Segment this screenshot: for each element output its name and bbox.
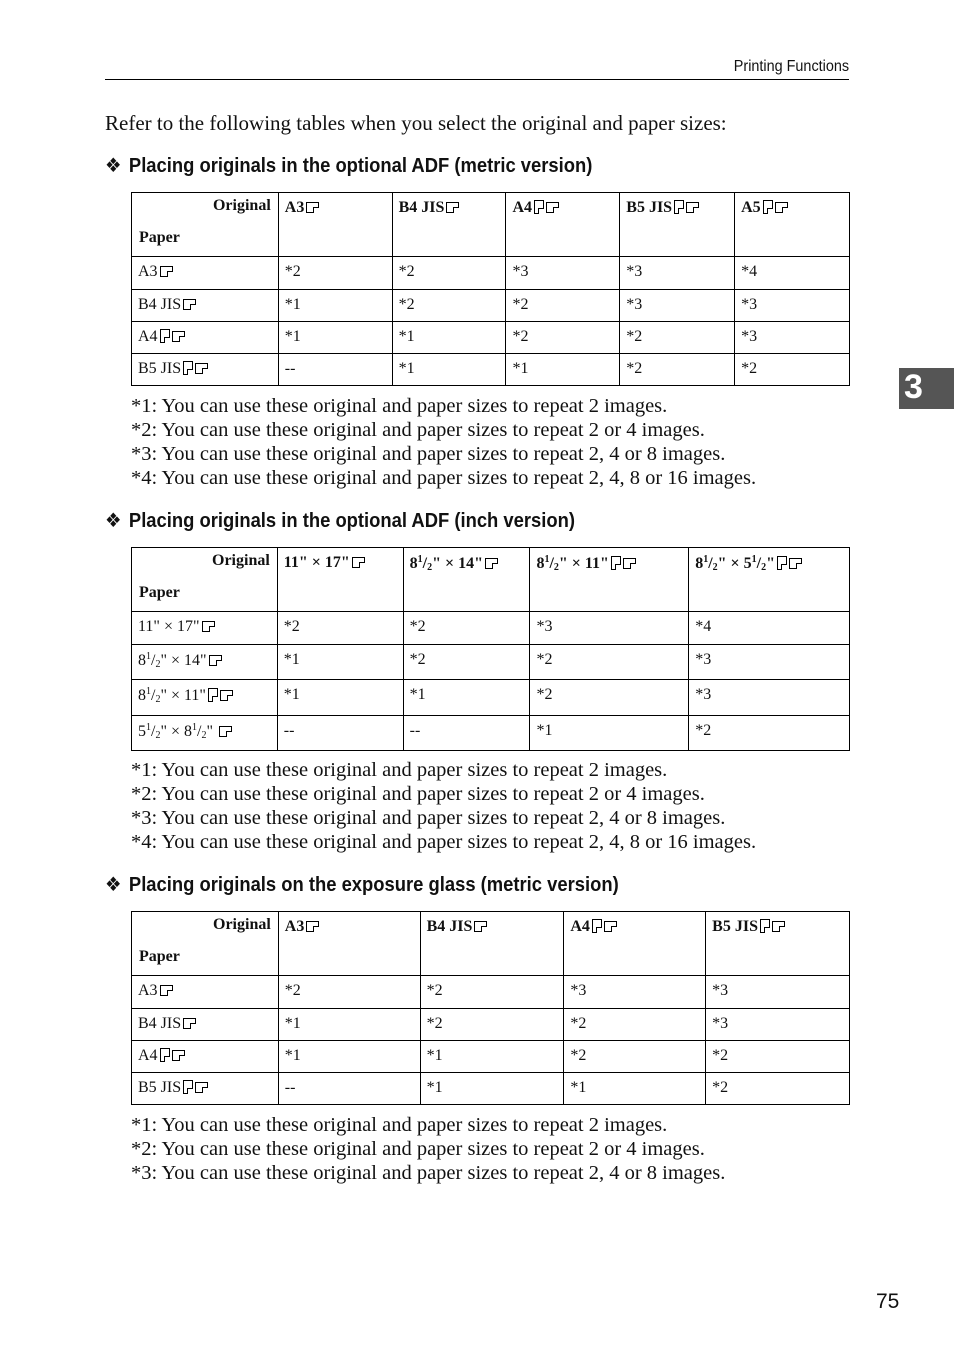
- table-row: B5 JIS -- *1 *1 *2: [132, 1073, 850, 1105]
- landscape-paper-icon: [306, 202, 319, 213]
- landscape-paper-icon: [220, 690, 233, 701]
- landscape-paper-icon: [446, 202, 459, 213]
- table-row: 11" × 17" *2 *2 *3 *4: [132, 612, 850, 645]
- page-header: [105, 56, 849, 80]
- intro-text: Refer to the following tables when you select the original and paper sizes:: [105, 111, 727, 135]
- landscape-paper-icon: [183, 1018, 196, 1029]
- notes-3: *1: You can use these original and paper sizes to repeat 2 images. *2: You can use these original and paper sizes to repeat 2 or 4 images. *3: You can use these original and paper sizes to repeat 2, 4 or 8 images.: [131, 1114, 726, 1184]
- table-row: $8^1/_2$" × 14" *1 *2 *2 *3: [132, 645, 850, 680]
- landscape-paper-icon: [789, 558, 802, 569]
- landscape-paper-icon: [686, 202, 699, 213]
- landscape-paper-icon: [202, 621, 215, 632]
- landscape-paper-icon: [772, 921, 785, 932]
- column-header: A3: [278, 912, 420, 976]
- landscape-paper-icon: [160, 985, 173, 996]
- table-corner: Original Paper: [132, 912, 279, 976]
- table-row: $5^1/_2$" × $8^1/_2$" -- -- *1 *2: [132, 716, 850, 751]
- table-corner: Original Paper: [132, 548, 278, 612]
- column-header: B5 JIS: [706, 912, 850, 976]
- landscape-paper-icon: [352, 557, 365, 568]
- landscape-paper-icon: [219, 726, 232, 737]
- portrait-paper-icon: [183, 1080, 193, 1094]
- column-header: B4 JIS: [392, 193, 506, 257]
- landscape-paper-icon: [474, 921, 487, 932]
- table-row: A3 *2 *2 *3 *3: [132, 976, 850, 1009]
- chapter-tab: [899, 368, 954, 409]
- diamond-bullet-icon: ❖: [105, 874, 122, 896]
- portrait-paper-icon: [763, 200, 773, 214]
- table-row: B5 JIS -- *1 *1 *2 *2: [132, 354, 850, 386]
- portrait-paper-icon: [183, 361, 193, 375]
- table-row: A4 *1 *1 *2 *2: [132, 1041, 850, 1073]
- column-header: $8^1/_2$" × $5^1/_2$": [689, 548, 850, 612]
- table-adf-inch: [131, 547, 850, 751]
- landscape-paper-icon: [172, 1050, 185, 1061]
- landscape-paper-icon: [546, 202, 559, 213]
- column-header: $8^1/_2$" × 14": [403, 548, 530, 612]
- table-row: B4 JIS *1 *2 *2 *3: [132, 1009, 850, 1041]
- portrait-paper-icon: [777, 556, 787, 570]
- table-row: B4 JIS *1 *2 *2 *3 *3: [132, 290, 850, 322]
- table-row: A4 *1 *1 *2 *2 *3: [132, 322, 850, 354]
- landscape-paper-icon: [306, 921, 319, 932]
- landscape-paper-icon: [195, 363, 208, 374]
- column-header: 11" × 17": [277, 548, 403, 612]
- column-header: A4: [564, 912, 706, 976]
- portrait-paper-icon: [208, 688, 218, 702]
- diamond-bullet-icon: ❖: [105, 155, 122, 177]
- diamond-bullet-icon: ❖: [105, 510, 122, 532]
- landscape-paper-icon: [195, 1082, 208, 1093]
- chapter-number: 3: [904, 368, 923, 406]
- landscape-paper-icon: [172, 331, 185, 342]
- portrait-paper-icon: [160, 329, 170, 343]
- column-header: A4: [506, 193, 620, 257]
- section-title-3: ❖ Placing originals on the exposure glass (metric version): [105, 874, 619, 896]
- header-title: Printing Functions: [733, 58, 849, 75]
- landscape-paper-icon: [623, 558, 636, 569]
- notes-1: *1: You can use these original and paper sizes to repeat 2 images. *2: You can use these original and paper sizes to repeat 2 or 4 images. *3: You can use these original and paper sizes to repeat 2, 4 or 8 images. *4: You can use these original and paper sizes to repeat 2, 4, 8 or 16 images.: [131, 395, 757, 489]
- table-row: $8^1/_2$" × 11" *1 *1 *2 *3: [132, 680, 850, 716]
- landscape-paper-icon: [485, 558, 498, 569]
- table-exposure-glass-metric: [131, 911, 850, 1105]
- section-title-2: ❖ Placing originals in the optional ADF (inch version): [105, 510, 575, 532]
- column-header: B5 JIS: [620, 193, 735, 257]
- portrait-paper-icon: [534, 200, 544, 214]
- table-row: A3 *2 *2 *3 *3 *4: [132, 257, 850, 290]
- portrait-paper-icon: [674, 200, 684, 214]
- column-header: B4 JIS: [420, 912, 564, 976]
- page-number: 75: [876, 1290, 900, 1313]
- column-header: A5: [735, 193, 850, 257]
- section-title-1: ❖ Placing originals in the optional ADF (metric version): [105, 155, 593, 177]
- column-header: $8^1/_2$" × 11": [530, 548, 689, 612]
- landscape-paper-icon: [209, 655, 222, 666]
- landscape-paper-icon: [160, 266, 173, 277]
- landscape-paper-icon: [183, 299, 196, 310]
- notes-2: *1: You can use these original and paper sizes to repeat 2 images. *2: You can use these original and paper sizes to repeat 2 or 4 images. *3: You can use these original and paper sizes to repeat 2, 4 or 8 images. *4: You can use these original and paper sizes to repeat 2, 4, 8 or 16 images.: [131, 759, 757, 853]
- portrait-paper-icon: [760, 919, 770, 933]
- landscape-paper-icon: [604, 921, 617, 932]
- portrait-paper-icon: [611, 556, 621, 570]
- table-corner: Original Paper: [132, 193, 279, 257]
- table-adf-metric: [131, 192, 850, 386]
- portrait-paper-icon: [592, 919, 602, 933]
- column-header: A3: [278, 193, 392, 257]
- portrait-paper-icon: [160, 1048, 170, 1062]
- landscape-paper-icon: [775, 202, 788, 213]
